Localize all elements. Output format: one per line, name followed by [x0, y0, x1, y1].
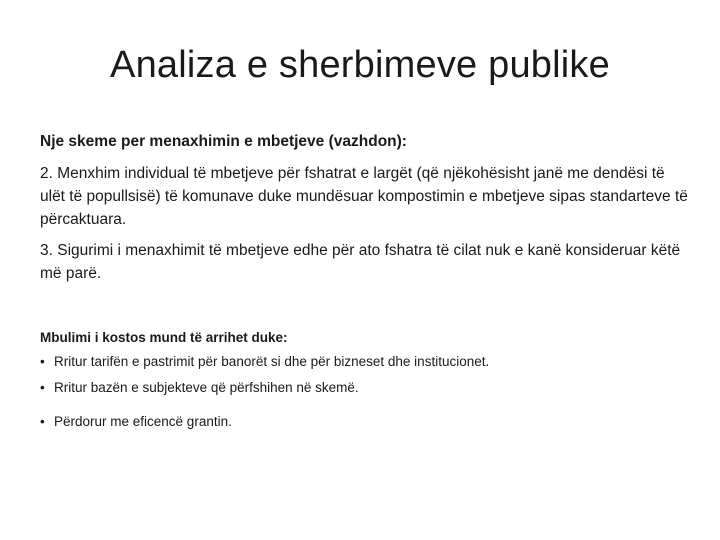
cost-coverage-list: [40, 352, 690, 432]
bullet-icon: •: [40, 380, 45, 395]
bullet-icon: •: [40, 354, 45, 369]
paragraph-3: 3. Sigurimi i menaxhimit të mbetjeve edhe për ato fshatra të cilat nuk e kanë konsideruar këtë më parë.: [40, 242, 681, 283]
main-content: [40, 132, 690, 293]
list-item: [40, 352, 690, 372]
list-item: [40, 412, 690, 432]
paragraph-2: 2. Menxhim individual të mbetjeve për fshatrat e largët (që njëkohësisht janë me dendësi të ulët të popullsisë) të komunave duke mundësuar kompostimin e mbetjeve sipas standarteve të përcaktuara.: [40, 165, 688, 229]
list-item-text: Përdorur me eficencë grantin.: [54, 414, 232, 429]
list-item-text: Rritur tarifën e pastrimit për banorët si dhe për bizneset dhe institucionet.: [54, 354, 490, 369]
cost-coverage-heading: Mbulimi i kostos mund të arrihet duke:: [40, 330, 288, 345]
list-item: [40, 378, 690, 398]
bullet-icon: •: [40, 414, 45, 429]
slide-title: Analiza e sherbimeve publike: [110, 44, 610, 86]
cost-coverage-section: [40, 328, 690, 438]
list-item-text: Rritur bazën e subjekteve që përfshihen në skemë.: [54, 380, 359, 395]
section-subheading: Nje skeme per menaxhimin e mbetjeve (vazhdon):: [40, 133, 407, 150]
